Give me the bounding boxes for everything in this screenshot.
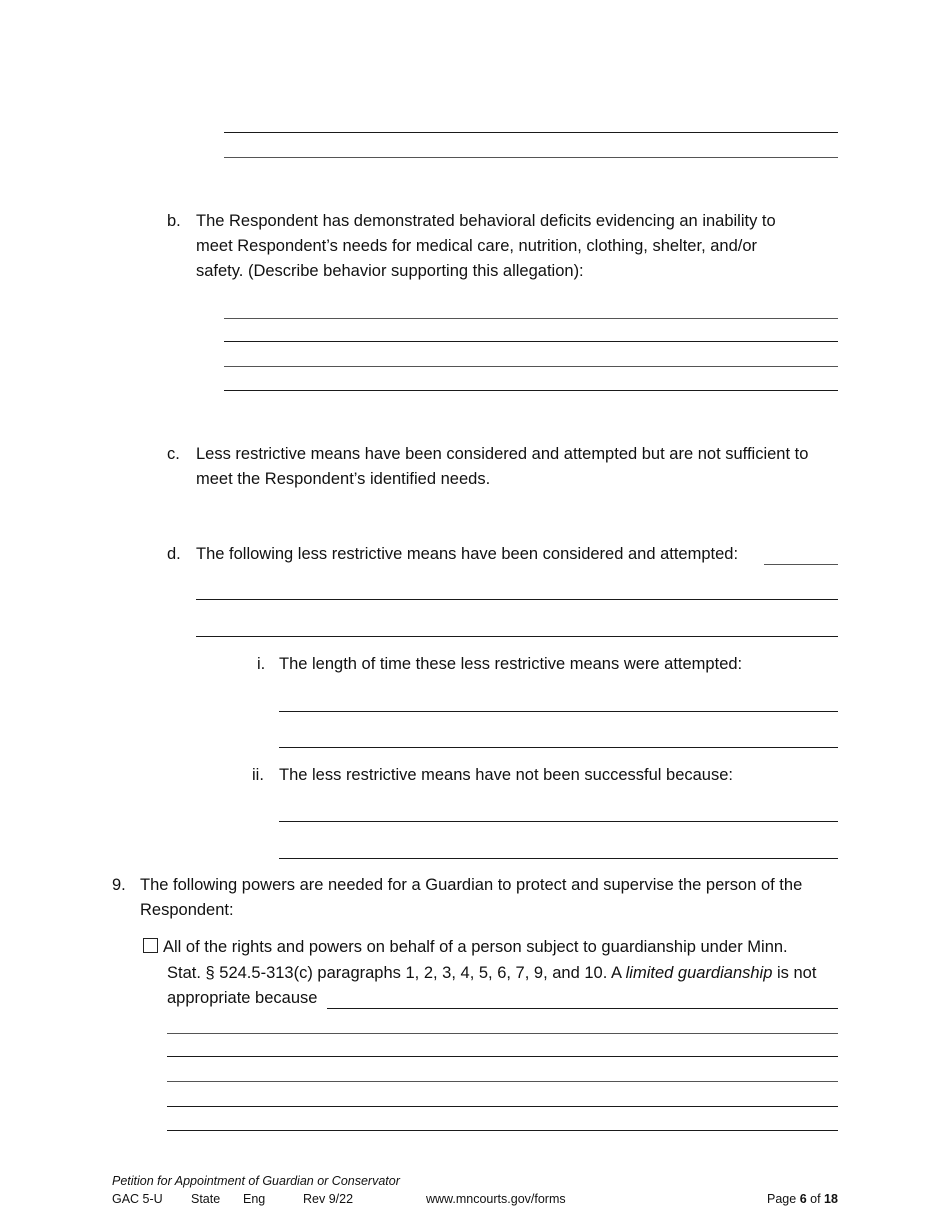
answer-line[interactable] xyxy=(167,1130,838,1131)
footer-page-number xyxy=(767,1191,838,1207)
answer-line[interactable] xyxy=(224,132,838,133)
item-d-i-marker: i. xyxy=(257,655,266,673)
answer-line[interactable] xyxy=(224,390,838,391)
option1-italic-term: limited guardianship xyxy=(625,964,773,982)
item-c-text-line1: Less restrictive means have been considered and attempted but are not sufficient to xyxy=(196,445,809,463)
answer-line[interactable] xyxy=(279,747,838,748)
item-9-text-line1: The following powers are needed for a Guardian to protect and supervise the person of the xyxy=(140,876,803,894)
answer-line[interactable] xyxy=(167,1056,838,1057)
item-d-ii-text: The less restrictive means have not been successful because: xyxy=(279,766,733,784)
answer-line[interactable] xyxy=(196,599,838,600)
item-d-text: The following less restrictive means have been considered and attempted: xyxy=(196,545,739,563)
item-c-marker: c. xyxy=(167,445,180,463)
item-d-i-text: The length of time these less restrictive means were attempted: xyxy=(279,655,743,673)
page-current: 6 xyxy=(799,1192,807,1206)
answer-line[interactable] xyxy=(167,1033,838,1034)
answer-line[interactable] xyxy=(279,858,838,859)
answer-line[interactable] xyxy=(279,711,838,712)
item-c-text-line2: meet the Respondent’s identified needs. xyxy=(196,470,491,488)
item-b-text-line1: The Respondent has demonstrated behavioral deficits evidencing an inability to xyxy=(196,212,776,230)
answer-line[interactable] xyxy=(224,318,838,319)
footer-form-code: GAC 5-U xyxy=(112,1192,163,1206)
option1-text: All of the rights and powers on behalf of a person subject to guardianship under Minn. xyxy=(163,938,788,956)
answer-line[interactable] xyxy=(196,636,838,637)
answer-line[interactable] xyxy=(167,1106,838,1107)
item-9-marker: 9. xyxy=(112,876,126,894)
answer-line[interactable] xyxy=(327,1008,838,1009)
page-of: of xyxy=(810,1192,821,1206)
answer-line[interactable] xyxy=(279,821,838,822)
option1-text: Stat. § 524.5-313(c) paragraphs 1, 2, 3, 4, 5, 6, 7, 9, and 10. A xyxy=(167,964,626,982)
page-prefix: Page xyxy=(767,1192,797,1206)
item-d-ii-marker: ii. xyxy=(252,766,264,784)
checkbox-all-rights[interactable] xyxy=(143,938,158,953)
answer-line[interactable] xyxy=(224,341,838,342)
footer-website: www.mncourts.gov/forms xyxy=(426,1192,566,1206)
footer-jurisdiction: State xyxy=(191,1192,221,1206)
answer-line[interactable] xyxy=(167,1081,838,1082)
item-b-text-line2: meet Respondent’s needs for medical care, nutrition, clothing, shelter, and/or xyxy=(196,237,758,255)
option1-text: is not xyxy=(772,964,817,982)
item-9-text-line2: Respondent: xyxy=(140,901,234,919)
item-9-option1-line2 xyxy=(167,961,816,987)
item-b-marker: b. xyxy=(167,212,181,230)
answer-line[interactable] xyxy=(224,366,838,367)
answer-line[interactable] xyxy=(764,564,838,565)
footer-revision: Rev 9/22 xyxy=(303,1192,354,1206)
page-total: 18 xyxy=(824,1192,838,1206)
item-9-option1-line1 xyxy=(143,935,788,961)
footer-language: Eng xyxy=(243,1192,266,1206)
item-d-marker: d. xyxy=(167,545,181,563)
answer-line[interactable] xyxy=(224,157,838,158)
item-b-text-line3: safety. (Describe behavior supporting this allegation): xyxy=(196,262,584,280)
item-9-option1-line3: appropriate because xyxy=(167,989,318,1007)
footer-title: Petition for Appointment of Guardian or Conservator xyxy=(112,1174,400,1188)
